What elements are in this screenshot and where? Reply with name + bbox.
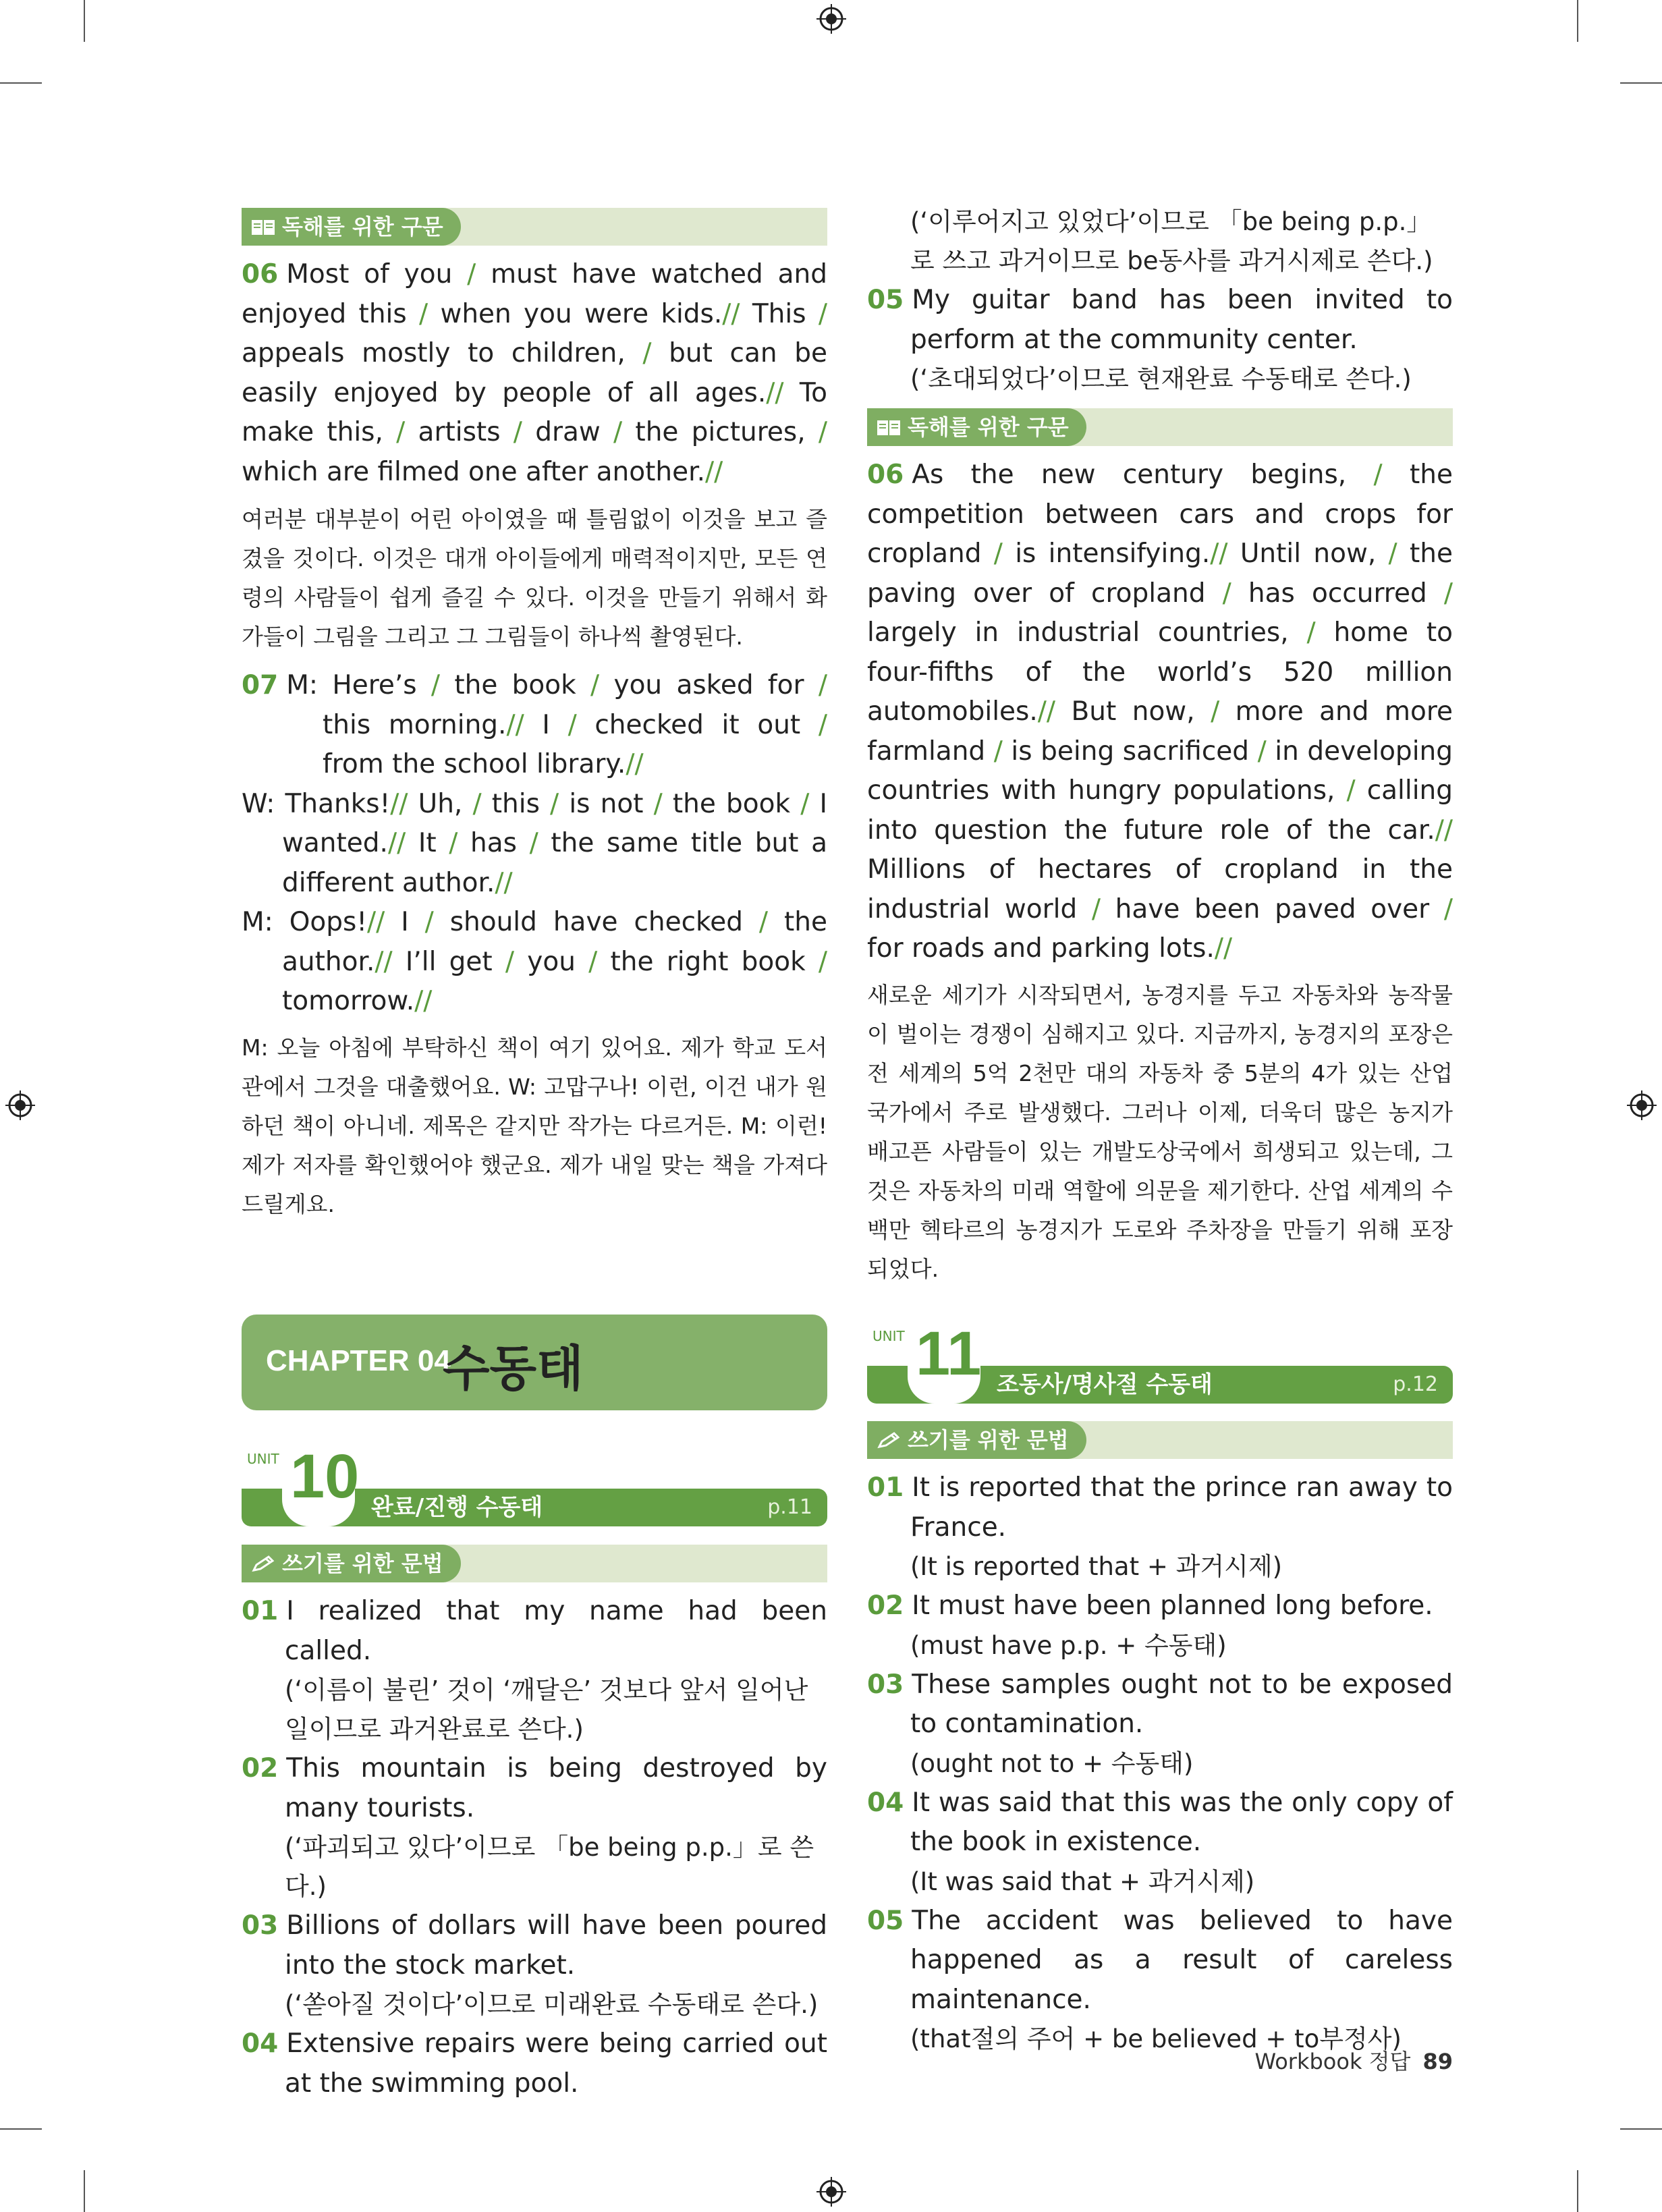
unit11-item-04: 04 It was said that this was the only copy of the book in existence. <box>867 1787 1453 1857</box>
unit10-item-03: 03 Billions of dollars will have been poured into the stock market. <box>242 1910 827 1981</box>
question-05-text: 05 My guitar band has been invited to perform at the community center. <box>867 285 1453 355</box>
crop-mark <box>1620 82 1662 84</box>
question-number: 06 <box>242 259 279 289</box>
crop-mark <box>84 2170 85 2212</box>
page-footer <box>1254 2045 1453 2076</box>
section-header-writing <box>242 1545 827 1582</box>
unit11-item-05: 05 The accident was believed to have happened as a result of careless maintenance. <box>867 1905 1453 2015</box>
unit10-item-04: 04 Extensive repairs were being carried out at the swimming pool. <box>242 2028 827 2099</box>
unit-title: 완료/진행 수동태 <box>371 1494 543 1521</box>
unit-11-content <box>867 1421 1453 2059</box>
unit-page: p.12 <box>1393 1373 1438 1396</box>
question-06-text: 06 As the new century begins, / the competition between cars and crops for cropland / is intensifying.// Until now, / the paving over of cropland / has occurred / largely in industrial countries, / home to four-fifths of the world’s 520 million automobiles.// But now, / more and more farmland / is being sacrificed / in developing countries with hungry populations, / calling into question the future role of the car.// Millions of hectares of cropland in the industrial world / have been paved over / for roads and parking lots.// <box>867 460 1453 964</box>
dialogue-line-w1: W: Thanks!// Uh, / this / is not / the book / I wanted.// It / has / the same title but a different author.// <box>242 788 827 898</box>
section-label: 독해를 위한 구문 <box>908 414 1069 440</box>
unit-number: 11 <box>916 1319 982 1388</box>
question-05-note: (‘초대되었다’이므로 현재완료 수동태로 쓴다.) <box>910 364 1412 393</box>
pencil-icon <box>251 1555 275 1573</box>
unit11-item-01-note: (It is reported that + 과거시제) <box>910 1552 1283 1581</box>
footer-label: Workbook 정답 <box>1254 2049 1411 2074</box>
right-top-column <box>867 202 1453 1289</box>
unit-title: 조동사/명사절 수동태 <box>997 1371 1213 1398</box>
chapter-label: CHAPTER 04 <box>266 1344 451 1377</box>
book-icon <box>877 419 901 437</box>
unit11-item-05-note: (that절의 주어 + be believed + to부정사) <box>910 2024 1402 2053</box>
crop-mark <box>84 0 85 42</box>
question-06-translation: 새로운 세기가 시작되면서, 농경지를 두고 자동차와 농작물이 벌이는 경쟁이 심해지고 있다. 지금까지, 농경지의 포장은 전 세계의 5억 2천만 대의 자동차 중 5분의 4가 있는 산업 국가에서 주로 발생했다. 그러나 이제, 더욱더 많은 농지가 배고픈 사람들이 있는 개발도상국에서 희생되고 있는데, 그것은 자동차의 미래 역할에 의문을 제기한다. 산업 세계의 수백만 헥타르의 농경지가 도로와 주차장을 만들기 위해 포장되었다. <box>867 981 1453 1282</box>
section-label: 쓰기를 위한 문법 <box>282 1551 443 1576</box>
section-tag <box>242 208 461 246</box>
pencil-icon <box>877 1432 901 1449</box>
dialogue-line-m1: 07 M: Here’s / the book / you asked for / this morning.// I / checked it out / from the school library.// <box>242 670 828 779</box>
unit11-item-04-note: (It was said that + 과거시제) <box>910 1867 1255 1896</box>
crop-mark <box>1577 2170 1578 2212</box>
crop-mark <box>1620 2128 1662 2130</box>
question-07 <box>242 666 827 1224</box>
chapter-header <box>242 1315 827 1410</box>
unit-page: p.11 <box>767 1495 812 1519</box>
left-top-column <box>242 208 827 1224</box>
question-07-translation: M: 오늘 아침에 부탁하신 책이 여기 있어요. 제가 학교 도서관에서 그것을 대출했어요. W: 고맙구나! 이런, 이건 내가 원하던 책이 아니네. 제목은 같지만 작가는 다르거든. M: 이런! 제가 저자를 확인했어야 했군요. 제가 내일 맞는 책을 가져다드릴게요. <box>242 1034 827 1217</box>
crop-mark <box>0 2128 42 2130</box>
section-tag <box>867 1421 1086 1459</box>
unit-number: 10 <box>290 1442 360 1511</box>
crop-mark <box>0 82 42 84</box>
section-label: 독해를 위한 구문 <box>282 214 443 240</box>
section-tag <box>242 1545 461 1582</box>
chapter-title: 수동태 <box>443 1340 584 1397</box>
unit-11-header <box>867 1319 1453 1409</box>
unit10-item-01: 01 I realized that my name had been called. <box>242 1596 827 1666</box>
dialogue-line-m2: M: Oops!// I / should have checked / the author.// I’ll get / you / the right book / tomorrow.// <box>242 907 828 1016</box>
crop-mark <box>1577 0 1578 42</box>
unit11-item-02-note: (must have p.p. + 수동태) <box>910 1630 1227 1660</box>
unit11-item-01: 01 It is reported that the prince ran away to France. <box>867 1472 1453 1543</box>
question-06-text: 06 Most of you / must have watched and enjoyed this / when you were kids.// This / appeals mostly to children, / but can be easily enjoyed by people of all ages.// To make this, / artists / draw / the pictures, / which are filmed one after another.// <box>242 259 828 487</box>
unit10-item-02: 02 This mountain is being destroyed by many tourists. <box>242 1753 827 1823</box>
section-label: 쓰기를 위한 문법 <box>908 1427 1069 1453</box>
unit-label: UNIT <box>872 1328 905 1344</box>
unit10-item-01-note: (‘이름이 불린’ 것이 ‘깨달은’ 것보다 앞서 일어난 일이므로 과거완료로 쓴다.) <box>285 1676 808 1744</box>
unit-10-header <box>242 1442 827 1532</box>
unit10-item-03-note: (‘쏟아질 것이다’이므로 미래완료 수동태로 쓴다.) <box>285 1990 819 2019</box>
unit-10-content <box>242 1545 827 2103</box>
registration-mark-icon <box>816 2177 846 2207</box>
question-06-translation: 여러분 대부분이 어린 아이였을 때 틀림없이 이것을 보고 즐겼을 것이다. 이것은 대개 아이들에게 매력적이지만, 모든 연령의 사람들이 쉽게 즐길 수 있다. 이것을 만들기 위해서 화가들이 그림을 그리고 그 그림들이 하나씩 촬영된다. <box>242 506 827 650</box>
unit11-item-02: 02 It must have been planned long before. <box>867 1591 1433 1621</box>
continued-note: (‘이루어지고 있었다’이므로 「be being p.p.」로 쓰고 과거이므로 be동사를 과거시제로 쓴다.) <box>910 207 1433 275</box>
registration-mark-icon <box>5 1090 35 1120</box>
section-header-reading <box>242 208 827 246</box>
unit10-item-02-note: (‘파괴되고 있다’이므로 「be being p.p.」로 쓴다.) <box>285 1833 814 1901</box>
book-icon <box>251 219 275 236</box>
section-header-writing <box>867 1421 1453 1459</box>
section-header-reading <box>867 408 1453 446</box>
unit-label: UNIT <box>247 1451 279 1467</box>
registration-mark-icon <box>816 4 846 34</box>
unit11-item-03-note: (ought not to + 수동태) <box>910 1748 1194 1778</box>
section-tag <box>867 408 1086 446</box>
registration-mark-icon <box>1627 1090 1657 1120</box>
unit11-item-03: 03 These samples ought not to be exposed to contamination. <box>867 1669 1453 1739</box>
page-number: 89 <box>1422 2049 1453 2074</box>
